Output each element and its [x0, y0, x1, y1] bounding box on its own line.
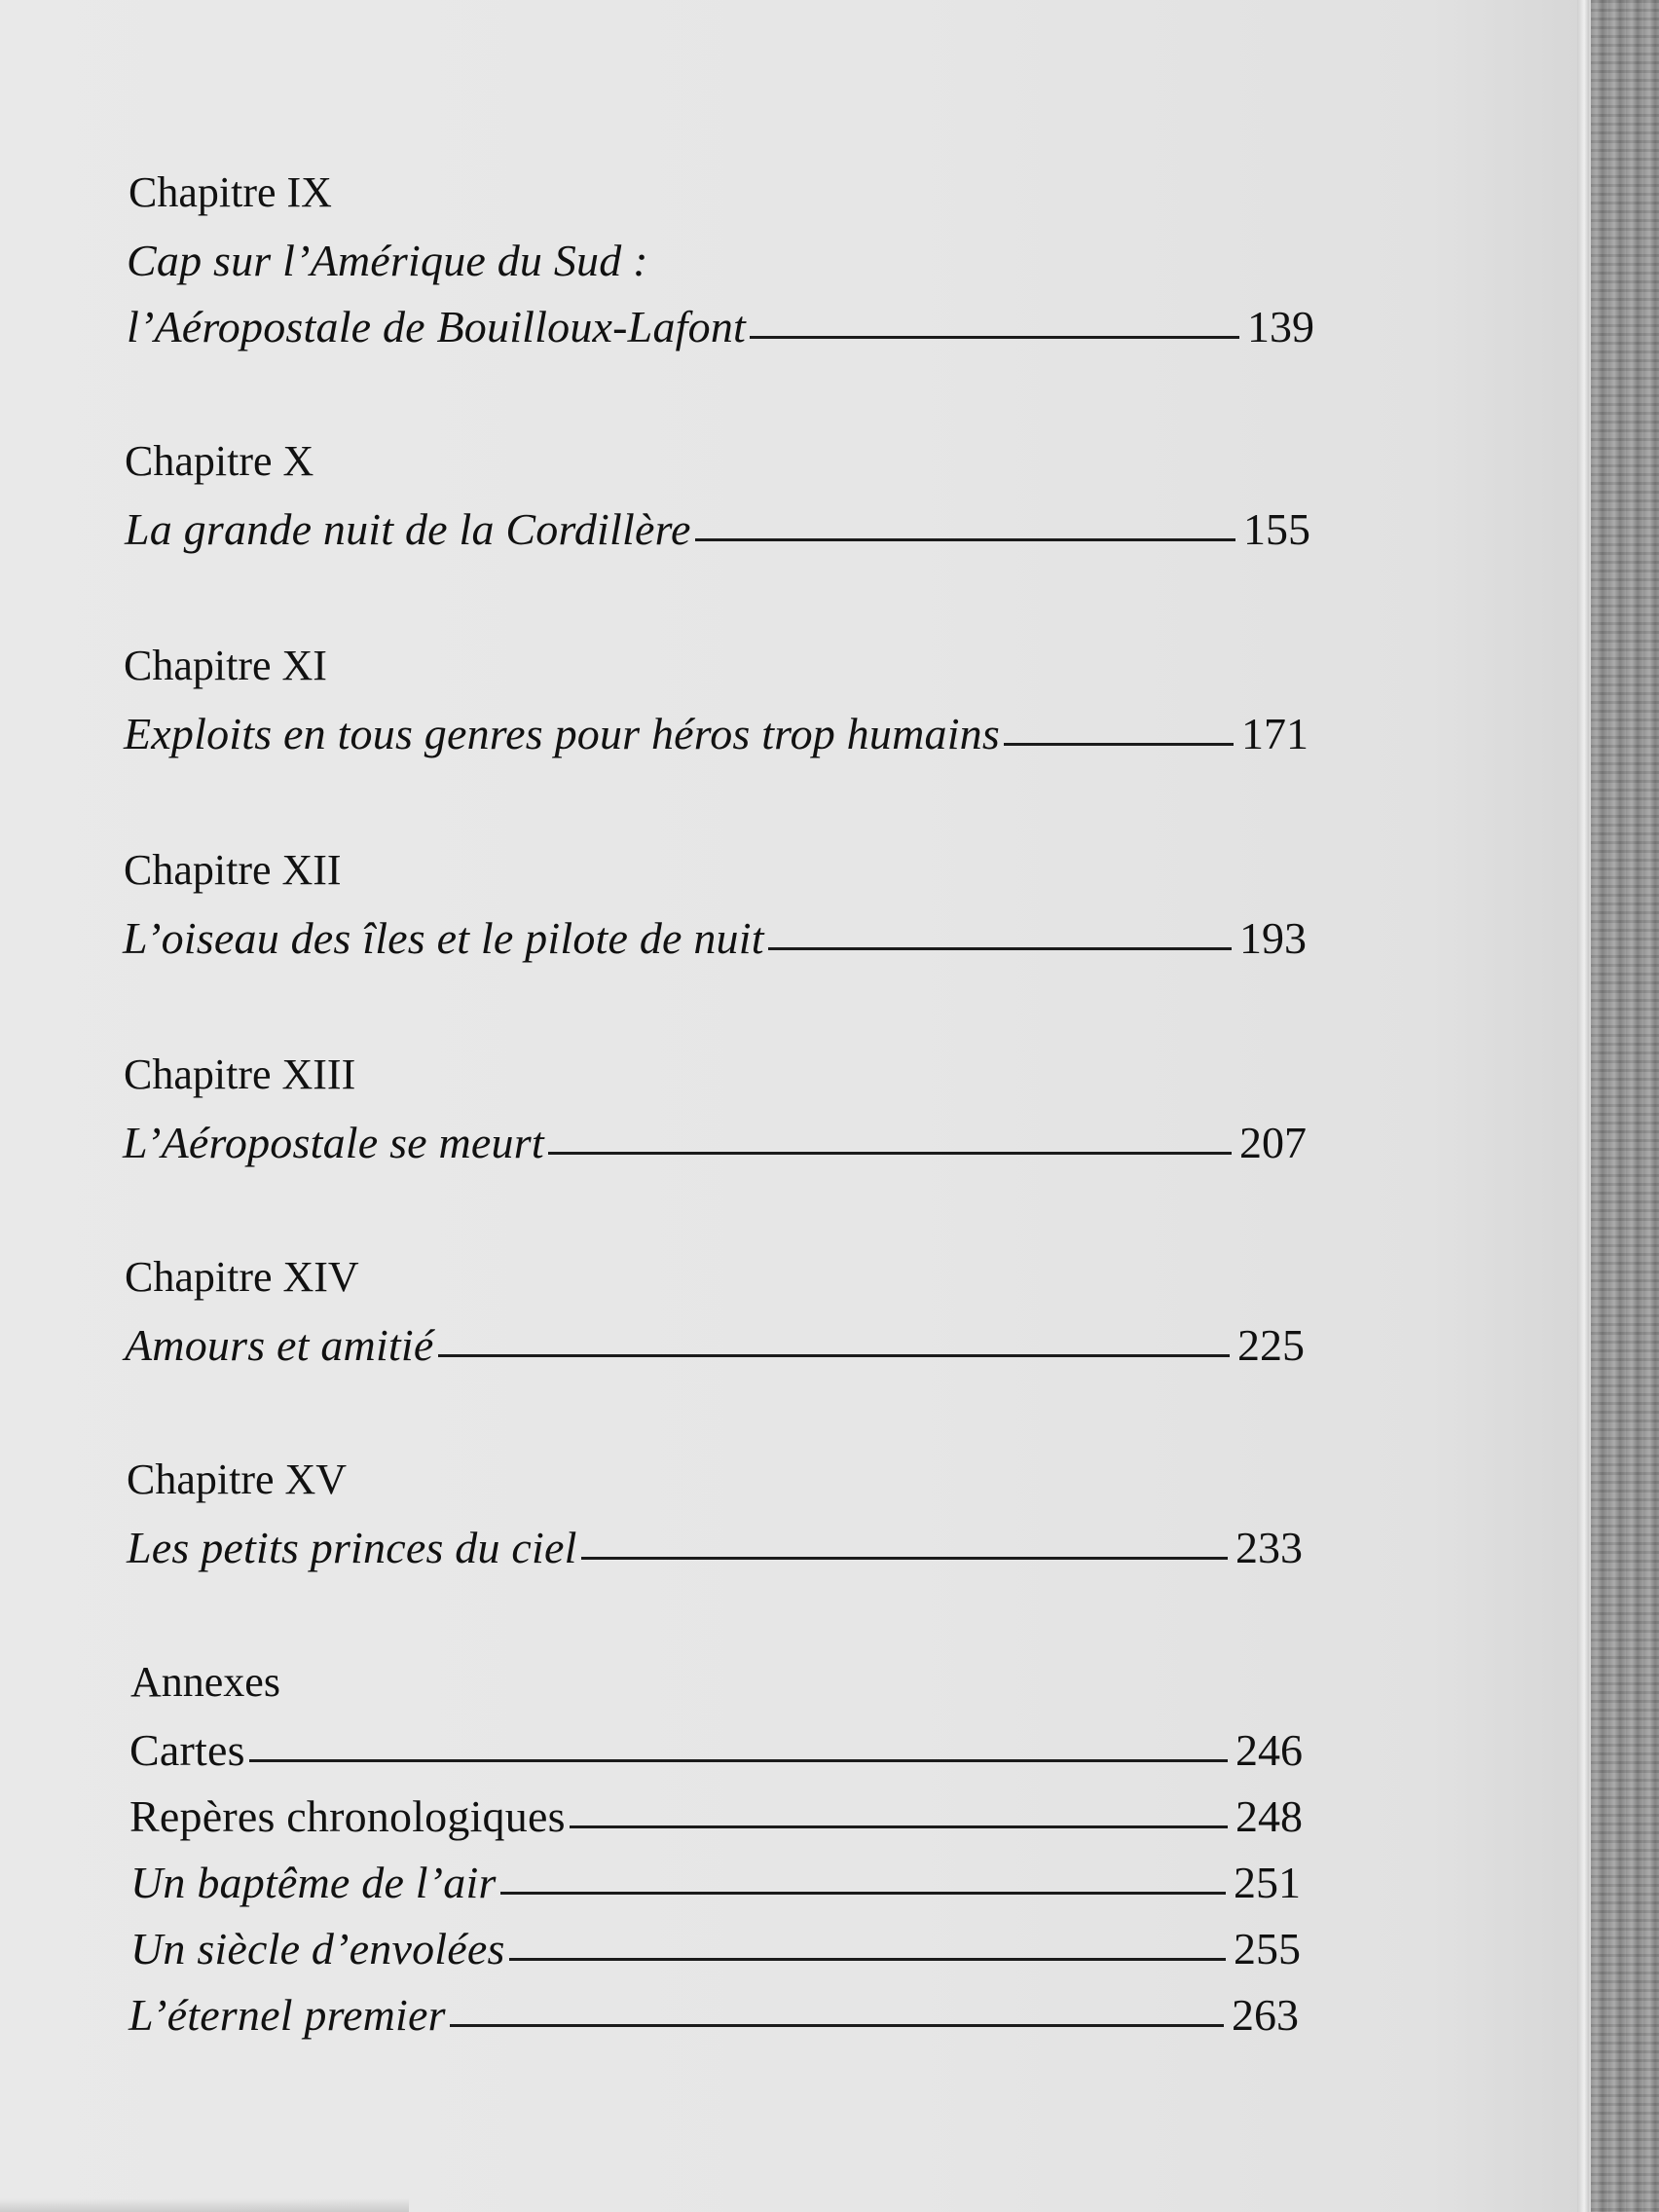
annexes-heading: Annexes [130, 1658, 280, 1706]
chapter-title: L’Aéropostale se meurt [123, 1118, 544, 1167]
chapter-title: Les petits princes du ciel [127, 1523, 577, 1572]
chapter-label: Chapitre X [125, 437, 314, 485]
page-number: 139 [1247, 302, 1314, 351]
annex-title: Cartes [129, 1725, 245, 1775]
toc-entry[interactable] [129, 1789, 1303, 1844]
annex-title: Un siècle d’envolées [130, 1924, 505, 1973]
dot-leader [438, 1354, 1231, 1357]
chapter-title-line [127, 234, 1314, 288]
chapter-title: La grande nuit de la Cordillère [125, 504, 691, 554]
toc-entry[interactable] [125, 502, 1310, 557]
page-number: 246 [1235, 1725, 1303, 1775]
dot-leader [450, 2024, 1224, 2027]
annex-title: Un baptême de l’air [130, 1858, 497, 1907]
annex-title: L’éternel premier [129, 1990, 446, 2040]
page-number: 171 [1241, 709, 1309, 758]
page-number: 263 [1232, 1990, 1299, 2040]
page-number: 207 [1239, 1118, 1307, 1167]
chapter-label: Chapitre XIII [124, 1051, 356, 1098]
dot-leader [509, 1958, 1226, 1961]
dot-leader [500, 1892, 1226, 1895]
toc-entry[interactable] [130, 1856, 1301, 1910]
page-number: 225 [1237, 1320, 1305, 1370]
page-number: 248 [1235, 1791, 1303, 1841]
toc-entry[interactable] [130, 1922, 1301, 1976]
chapter-label: Chapitre XI [124, 642, 327, 689]
page-number: 193 [1239, 913, 1307, 963]
chapter-title: Amours et amitié [125, 1320, 434, 1370]
chapter-label: Chapitre XV [127, 1456, 348, 1503]
toc-entry[interactable] [125, 1318, 1305, 1373]
page-number: 255 [1234, 1924, 1301, 1973]
chapter-label: Chapitre IX [129, 168, 332, 216]
book-spine-texture [1591, 0, 1659, 2212]
toc-entry[interactable] [123, 1116, 1307, 1170]
dot-leader [581, 1557, 1228, 1560]
toc-entry[interactable] [129, 1723, 1303, 1778]
page-edge [1577, 0, 1589, 2212]
dot-leader [1004, 743, 1234, 746]
toc-entry[interactable] [123, 911, 1307, 966]
dot-leader [548, 1152, 1232, 1155]
toc-entry[interactable] [124, 707, 1309, 761]
chapter-title: Exploits en tous genres pour héros trop humains [124, 709, 1000, 758]
page-number: 155 [1243, 504, 1310, 554]
toc-entry[interactable] [127, 1521, 1303, 1575]
toc-entry[interactable] [129, 1988, 1299, 2043]
dot-leader [750, 336, 1239, 339]
dot-leader [570, 1825, 1228, 1828]
chapter-title: Cap sur l’Amérique du Sud : [127, 236, 648, 285]
chapter-title: L’oiseau des îles et le pilote de nuit [123, 913, 764, 963]
dot-leader [768, 947, 1232, 950]
page-number: 251 [1234, 1858, 1301, 1907]
page-number: 233 [1235, 1523, 1303, 1572]
dot-leader [249, 1759, 1228, 1762]
chapter-label: Chapitre XII [124, 846, 342, 894]
toc-entry[interactable] [127, 300, 1314, 354]
bottom-shadow [0, 2198, 409, 2212]
chapter-label: Chapitre XIV [125, 1253, 359, 1301]
chapter-title: l’Aéropostale de Bouilloux-Lafont [127, 302, 747, 351]
annex-title: Repères chronologiques [129, 1791, 566, 1841]
dot-leader [695, 538, 1235, 541]
